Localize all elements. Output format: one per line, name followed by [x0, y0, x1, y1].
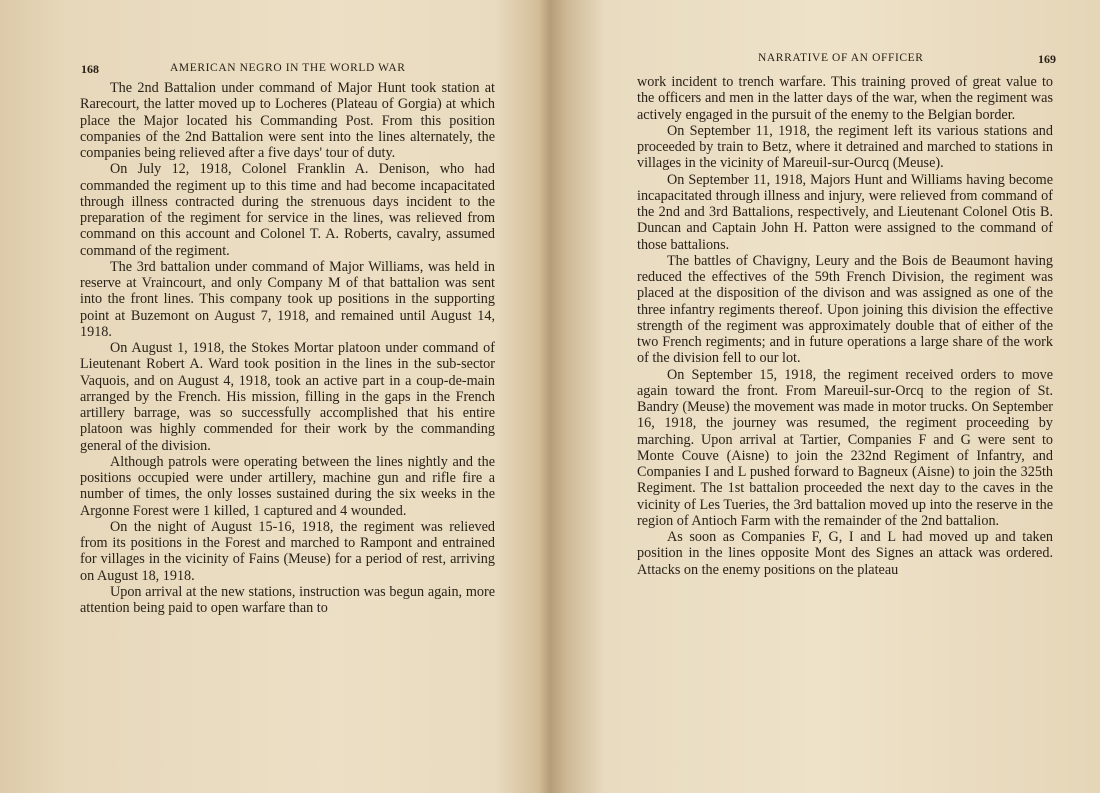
paragraph: The 3rd battalion under command of Major Williams, was held in reserve at Vraincourt, and only Company M of that battalion was sent into the front lines. This company took up positions in the supporting point at Buzemont on August 7, 1918, and remained until August 14, 1918.	[80, 258, 495, 340]
continued-paragraph: work incident to trench warfare. This training proved of great value to the officers and men in the latter days of the war, when the regiment was actively engaged in the pursuit of the enemy to the Belgian border.	[637, 74, 1053, 123]
page-number: 168	[81, 62, 99, 76]
paragraph: As soon as Companies F, G, I and L had moved up and taken position in the lines opposite Mont des Signes an attack was ordered. Attacks on the enemy positions on the plateau	[637, 529, 1053, 578]
paragraph: The battles of Chavigny, Leury and the Bois de Beaumont having reduced the effectives of the 59th French Division, the regiment was placed at the disposition of the divison and was assigned as one of the three infantry regiments thereof. Upon joining this division the effective strength of the regiment was approximately double that of either of the two French regiments; and in future operations a large share of the work of the division fell to our lot.	[637, 252, 1053, 367]
paragraph: On September 15, 1918, the regiment received orders to move again toward the front. From Mareuil-sur-Orcq to the region of St. Bandry (Meuse) the movement was made in motor trucks. On September 16, 1918, the journey was resumed, the regiment proceeding by marching. Upon arrival at Tartier, Companies F and G were sent to Monte Couve (Aisne) to join the 232nd Regiment of Infantry, and Companies I and L pushed forward to Bagneux (Aisne) to join the 325th Regiment. The 1st battalion proceeded the next day to the caves in the vicinity of Les Tueries, the 3rd battalion moved up into the reserve in the region of Antioch Farm with the remainder of the 2nd battalion.	[637, 366, 1053, 529]
page-body	[637, 74, 1053, 578]
paragraph: Upon arrival at the new stations, instruction was begun again, more attention being paid to open warfare than to	[80, 583, 495, 616]
paragraph: On August 1, 1918, the Stokes Mortar platoon under command of Lieutenant Robert A. Ward took position in the lines in the sub-sector Vaquois, and on August 4, 1918, took an active part in a coup-de-main arranged by the French. His mission, filling in the gaps in the French artillery barrage, was so successfully accomplished that his entire platoon was highly commended for their work by the commanding general of the division.	[80, 340, 495, 454]
running-head: NARRATIVE OF AN OFFICER	[758, 52, 924, 64]
paragraph: On July 12, 1918, Colonel Franklin A. Denison, who had commanded the regiment up to this time and had become incapacitated through illness contracted during the strenuous days incident to the preparation of the regiment for service in the lines, was relieved from command on this account and Colonel T. A. Roberts, cavalry, assumed command of the regiment.	[80, 161, 495, 259]
page-body	[80, 80, 495, 616]
paragraph: On the night of August 15-16, 1918, the regiment was relieved from its positions in the Forest and marched to Rampont and entrained for villages in the vicinity of Fains (Meuse) for a period of rest, arriving on August 18, 1918.	[80, 518, 495, 584]
paragraph: On September 11, 1918, Majors Hunt and Williams having become incapacitated through illness and injury, were relieved from command of the 2nd and 3rd Battalions, respectively, and Lieutenant Colonel Otis B. Duncan and Captain John H. Patton were assigned to the command of those battalions.	[637, 171, 1053, 253]
paragraph: On September 11, 1918, the regiment left its various stations and proceeded by train to Betz, where it detrained and marched to stations in villages in the vicinity of Mareuil-sur-Ourcq (Meuse).	[637, 122, 1053, 172]
right-page	[550, 0, 1100, 793]
page-number: 169	[1038, 52, 1056, 66]
running-head: AMERICAN NEGRO IN THE WORLD WAR	[170, 62, 406, 74]
paragraph: The 2nd Battalion under command of Major Hunt took station at Rarecourt, the latter moved up to Locheres (Plateau of Gorgia) at which place the Major located his Commanding Post. From this position companies of the 2nd Battalion were sent into the lines alternately, the companies being relieved after a five days' tour of duty.	[80, 80, 495, 161]
paragraph: Although patrols were operating between the lines nightly and the positions occupied were under artillery, machine gun and rifle fire a number of times, the only losses sustained during the six weeks in the Argonne Forest were 1 killed, 1 captured and 4 wounded.	[80, 453, 495, 519]
